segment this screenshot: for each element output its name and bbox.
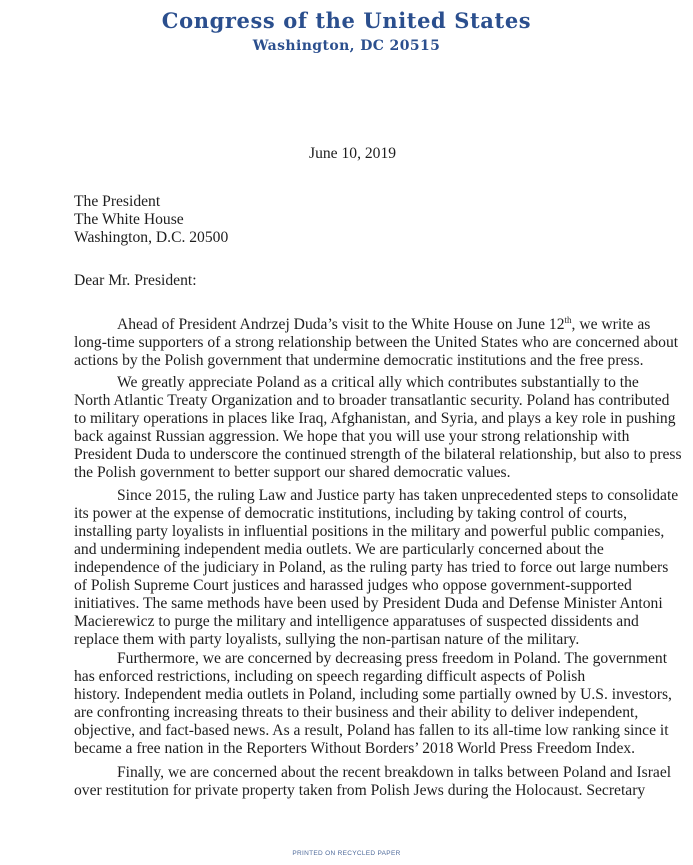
recipient-address (74, 193, 228, 247)
paragraph-2 (74, 374, 684, 482)
paragraph-line: President Duda to underscore the continued strength of the bilateral relationship, but also to press (74, 446, 682, 463)
paragraph-line: Finally, we are concerned about the recent breakdown in talks between Poland and Israel (117, 764, 672, 781)
ordinal-superscript: th (564, 314, 572, 325)
recipient-line: The President (74, 193, 161, 210)
paragraph-line: North Atlantic Treaty Organization and to broader transatlantic security. Poland has contributed (74, 392, 670, 409)
recycled-paper-footer: PRINTED ON RECYCLED PAPER (292, 850, 401, 857)
paragraph-1 (74, 316, 684, 370)
paragraph-line: and undermining independent media outlets. We are particularly concerned about the (74, 541, 604, 558)
paragraph-line: objective, and fact-based news. As a result, Poland has fallen to its all-time low ranking since it (74, 722, 669, 739)
line-text: , we write as (571, 316, 651, 333)
paragraph-5 (74, 764, 684, 800)
paragraph-line: replace them with party loyalists, sullying the non-partisan nature of the military. (74, 631, 580, 648)
letterhead-title: Congress of the United States (161, 8, 532, 33)
paragraph-line: has enforced restrictions, including on speech regarding difficult aspects of Polish (74, 668, 586, 685)
paragraph-line: Furthermore, we are concerned by decreasing press freedom in Poland. The government (117, 650, 668, 667)
paragraph-3 (74, 487, 684, 649)
paragraph-line: became a free nation in the Reporters Without Borders’ 2018 World Press Freedom Index. (74, 740, 636, 757)
paragraph-line: are confronting increasing threats to their business and their ability to deliver independent, (74, 704, 639, 721)
salutation: Dear Mr. President: (74, 272, 197, 289)
paragraph-line: long-time supporters of a strong relationship between the United States who are concerned about (74, 334, 679, 351)
paragraph-line: Since 2015, the ruling Law and Justice party has taken unprecedented steps to consolidate (117, 487, 679, 504)
paragraph-line (74, 316, 684, 334)
paragraph-line: Macierewicz to purge the military and intelligence apparatuses of suspected dissidents and (74, 613, 639, 630)
letter-date: June 10, 2019 (309, 145, 397, 162)
paragraph-4 (74, 650, 684, 758)
paragraph-line: history. Independent media outlets in Poland, including some partially owned by U.S. investors, (74, 686, 672, 703)
paragraph-line: installing party loyalists in influential positions in the military and powerful public companies, (74, 523, 665, 540)
paragraph-line: over restitution for private property taken from Polish Jews during the Holocaust. Secretary (74, 782, 646, 799)
line-text: Ahead of President Andrzej Duda’s visit to the White House on June 12 (117, 316, 565, 333)
paragraph-line: to military operations in places like Iraq, Afghanistan, and Syria, and plays a key role in pushing (74, 410, 676, 427)
paragraph-line: the Polish government to better support our shared democratic values. (74, 464, 511, 481)
paragraph-line: initiatives. The same methods have been used by President Duda and Defense Minister Antoni (74, 595, 663, 612)
recipient-line: Washington, D.C. 20500 (74, 229, 229, 246)
paragraph-line: its power at the expense of democratic institutions, including by taking control of courts, (74, 505, 628, 522)
paragraph-line: independence of the judiciary in Poland, as the ruling party has tried to force out large numbers (74, 559, 669, 576)
paragraph-line: actions by the Polish government that undermine democratic institutions and the free press. (74, 352, 644, 369)
paragraph-line: of Polish Supreme Court justices and harassed judges who oppose government-supported (74, 577, 632, 594)
letterhead-subtitle: Washington, DC 20515 (252, 38, 441, 54)
paragraph-line: We greatly appreciate Poland as a critical ally which contributes substantially to the (117, 374, 639, 391)
paragraph-line: back against Russian aggression. We hope that you will use your strong relationship with (74, 428, 630, 445)
recipient-line: The White House (74, 211, 184, 228)
